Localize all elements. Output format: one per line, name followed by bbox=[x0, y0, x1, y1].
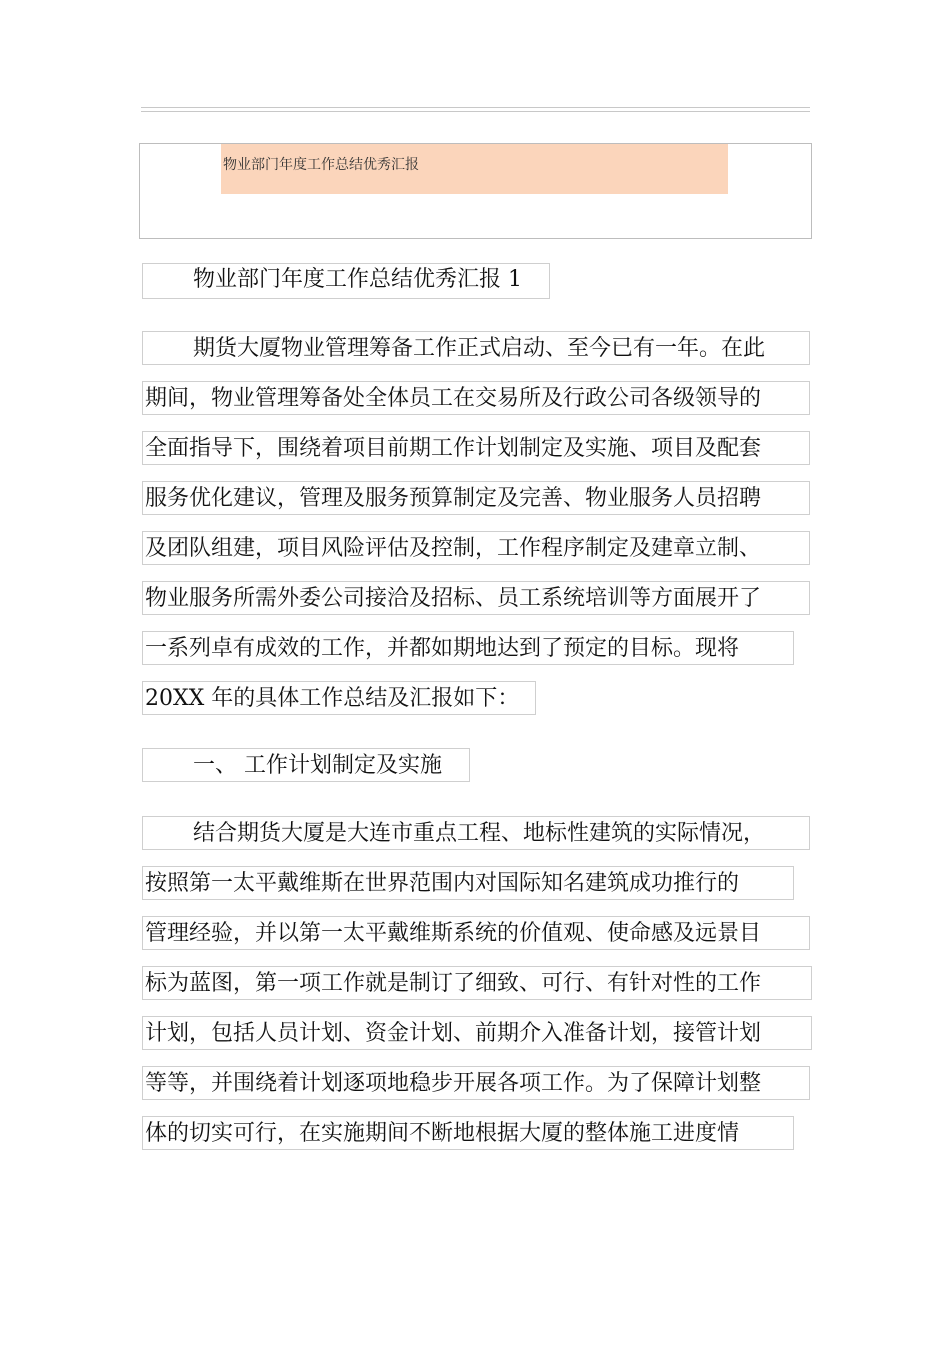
top-rule bbox=[141, 107, 810, 112]
paragraph-line: 管理经验，并以第一太平戴维斯系统的价值观、使命感及远景目 bbox=[142, 916, 810, 950]
paragraph-line: 及团队组建，项目风险评估及控制，工作程序制定及建章立制、 bbox=[142, 531, 810, 565]
paragraph-line: 物业服务所需外委公司接洽及招标、员工系统培训等方面展开了 bbox=[142, 581, 810, 615]
paragraph-line: 结合期货大厦是大连市重点工程、地标性建筑的实际情况， bbox=[142, 816, 810, 850]
paragraph-line: 按照第一太平戴维斯在世界范围内对国际知名建筑成功推行的 bbox=[142, 866, 794, 900]
paragraph-line: 标为蓝图，第一项工作就是制订了细致、可行、有针对性的工作 bbox=[142, 966, 812, 1000]
section-heading: 一、 工作计划制定及实施 bbox=[142, 748, 470, 782]
paragraph-line: 20XX 年的具体工作总结及汇报如下： bbox=[142, 681, 536, 715]
paragraph-line: 计划，包括人员计划、资金计划、前期介入准备计划，接管计划 bbox=[142, 1016, 812, 1050]
paragraph-line: 一系列卓有成效的工作，并都如期地达到了预定的目标。现将 bbox=[142, 631, 794, 665]
document-heading: 物业部门年度工作总结优秀汇报 1 bbox=[142, 263, 550, 299]
document-header bbox=[139, 143, 812, 239]
header-title: 物业部门年度工作总结优秀汇报 bbox=[223, 157, 419, 173]
paragraph-line: 服务优化建议，管理及服务预算制定及完善、物业服务人员招聘 bbox=[142, 481, 810, 515]
paragraph-line: 体的切实可行，在实施期间不断地根据大厦的整体施工进度情 bbox=[142, 1116, 794, 1150]
paragraph-line: 期货大厦物业管理筹备工作正式启动、至今已有一年。在此 bbox=[142, 331, 810, 365]
paragraph-line: 等等，并围绕着计划逐项地稳步开展各项工作。为了保障计划整 bbox=[142, 1066, 810, 1100]
paragraph-line: 全面指导下，围绕着项目前期工作计划制定及实施、项目及配套 bbox=[142, 431, 810, 465]
paragraph-line: 期间，物业管理筹备处全体员工在交易所及行政公司各级领导的 bbox=[142, 381, 810, 415]
